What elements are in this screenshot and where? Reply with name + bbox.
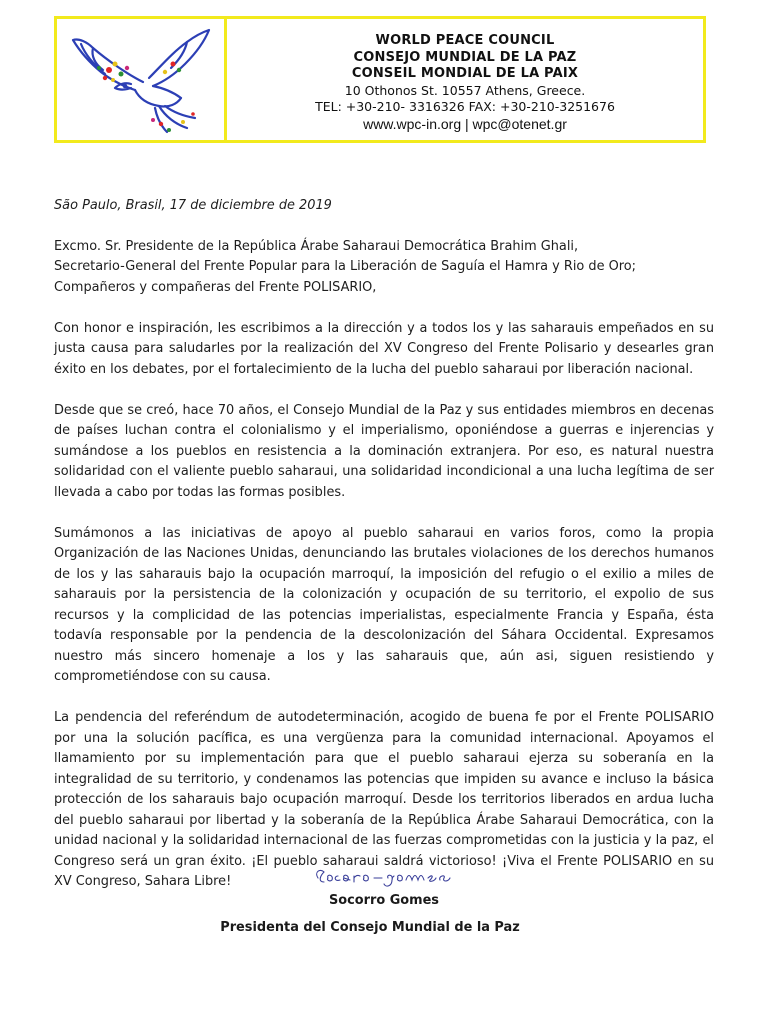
paragraph: Sumámonos a las iniciativas de apoyo al pueblo saharaui en varios foros, como la propia Organización de las Naciones Unidas, denunciando las brutales violaciones de los derechos humanos de los y las saharauis bajo la ocupación marroquí, la imposición del refugio o el exilio a miles de saharauis por la persistencia de la colonización y ocupación de su territorio, el expolio de sus recursos y la complicidad de las potencias imperialistas, especialmente Francia y España, ésta todavía responsable por la pendencia de la descolonización del Sáhara Occidental. Expresamos nuestro más sincero homenaje a los y las saharauis que, aún asi, siguen resistiendo y comprometiéndose con su causa. <box>54 525 714 684</box>
letter-body <box>54 196 714 913</box>
paragraph: Desde que se creó, hace 70 años, el Consejo Mundial de la Paz y sus entidades miembros en decenas de países luchan contra el colonialismo y el imperialismo, oponiéndose a guerras e injerencias y sumándose a los pueblos en resistencia a la dominación extranjera. Por eso, es natural nuestra solidaridad con el valiente pueblo saharaui, una solidaridad incondicional a una lucha legítima de ser llevada a cabo por todas las formas posibles. <box>54 402 714 500</box>
logo-cell <box>57 19 227 140</box>
recipient-line: Secretario-General del Frente Popular para la Liberación de Saguía el Hamra y Rio de Oro; <box>54 259 637 274</box>
paragraph: Con honor e inspiración, les escribimos a la dirección y a todos los y las saharauis empeñados en su justa causa para saludarles por la realización del XV Congreso del Frente Polisario y desearles gran éxito en los debates, por el fortalecimiento de la lucha del pueblo saharaui por liberación nacional. <box>54 320 714 377</box>
recipient-block <box>54 237 714 299</box>
signer-title: Presidenta del Consejo Mundial de la Paz <box>220 920 520 935</box>
org-address: 10 Othonos St. 10557 Athens, Greece. <box>344 82 586 98</box>
handwritten-signature <box>310 862 460 894</box>
org-name-english: WORLD PEACE COUNCIL <box>375 33 555 48</box>
org-phone-fax: TEL: +30-210- 3316326 FAX: +30-210-3251676 <box>315 99 615 114</box>
signer-name: Socorro Gomes <box>329 893 439 908</box>
organization-info <box>227 19 703 140</box>
recipient-line: Excmo. Sr. Presidente de la República Árabe Saharaui Democrática Brahim Ghali, <box>54 238 579 254</box>
letterhead <box>54 16 706 143</box>
paragraph: La pendencia del referéndum de autodeterminación, acogido de buena fe por el Frente POLISARIO por una la solución pacífica, es una vergüenza para la comunidad internacional. Apoyamos el llamamiento por su implementación para que el pueblo saharaui ejerza su soberanía en la integralidad de su territorio, y condenamos las potencias que impiden su avance e incluso la básica protección de los saharauis bajo ocupación marroquí. Desde los territorios liberados en ardua lucha del pueblo saharaui por libertad y la soberanía de la República Árabe Saharaui Democrática, con la unidad nacional y la solidaridad internacional de las fuerzas comprometidas con la justicia y la paz, el Congreso será un gran éxito. ¡El pueblo saharaui saldrá victorioso! ¡Viva el Frente POLISARIO en su XV Congreso, Sahara Libre! <box>54 710 714 889</box>
org-web-email: www.wpc-in.org | wpc@otenet.gr <box>363 115 567 132</box>
recipient-line: Compañeros y compañeras del Frente POLISARIO, <box>54 279 377 295</box>
letter-date: São Paulo, Brasil, 17 de diciembre de 2019 <box>54 198 332 213</box>
org-name-french: CONSEIL MONDIAL DE LA PAIX <box>351 66 579 81</box>
org-name-spanish: CONSEJO MUNDIAL DE LA PAZ <box>353 49 577 65</box>
peace-dove-icon <box>65 24 217 136</box>
